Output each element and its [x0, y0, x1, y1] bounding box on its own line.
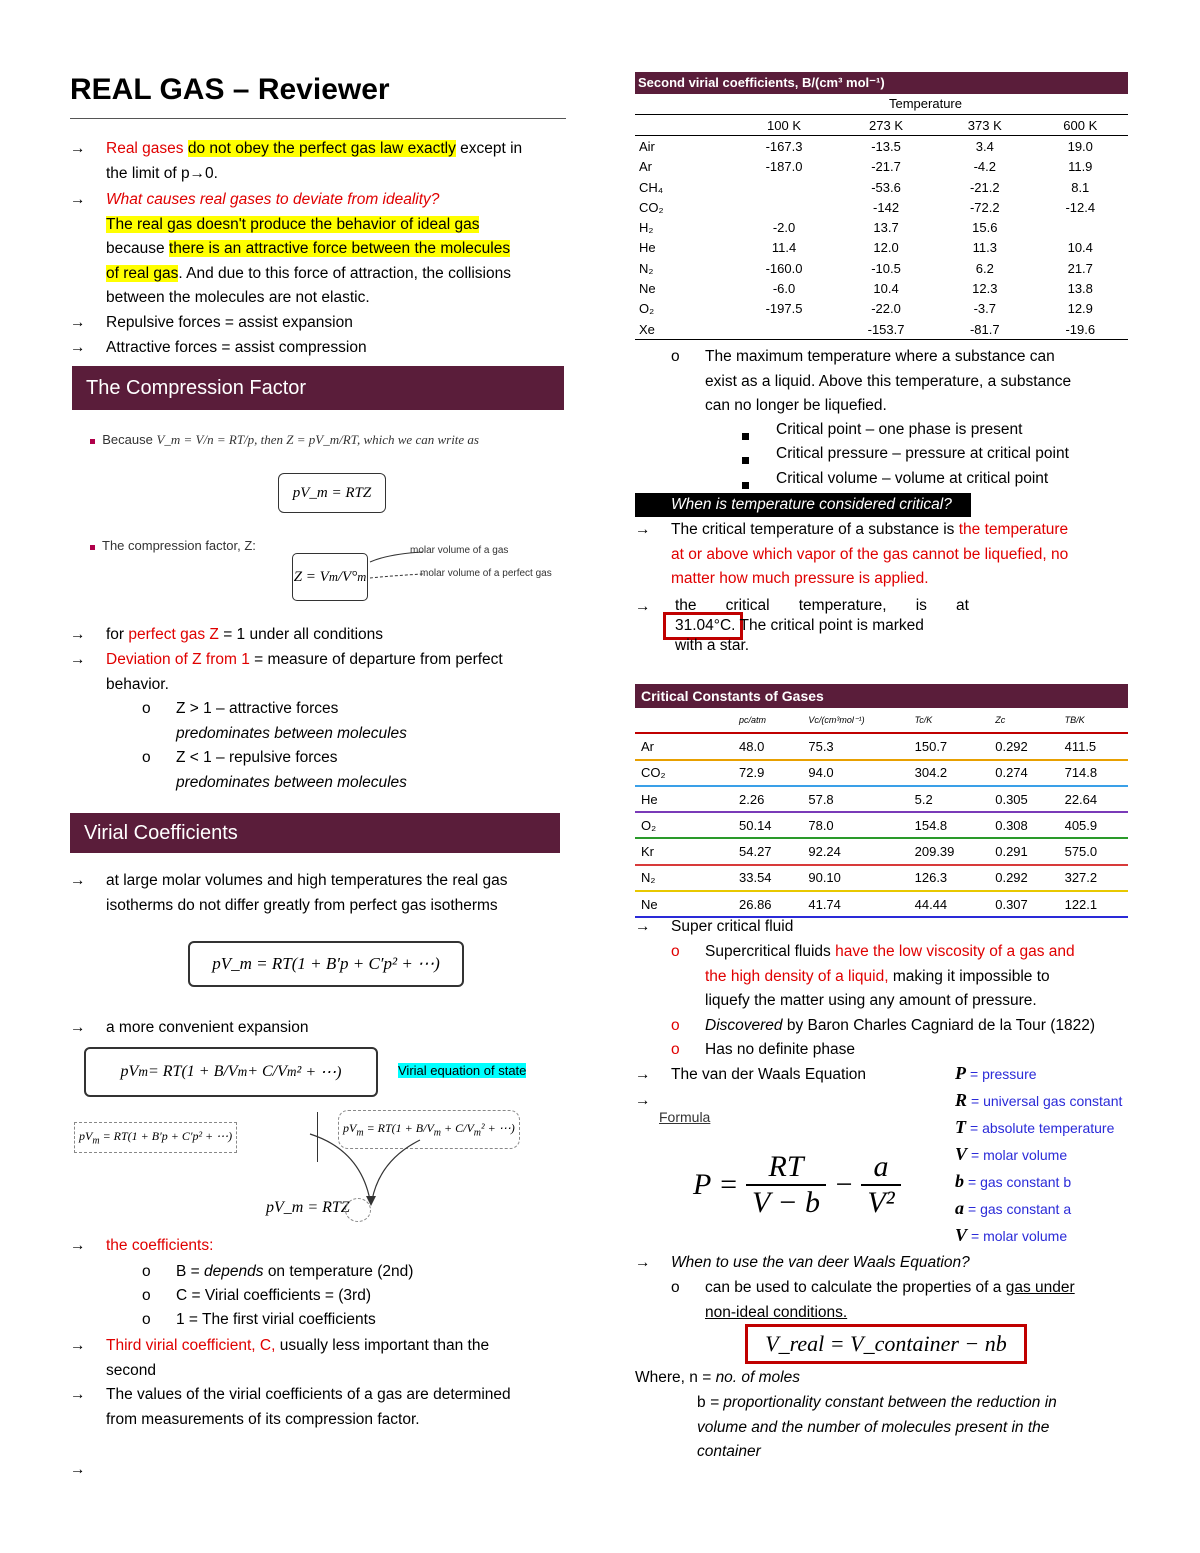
table-cell: 122.1 [1064, 896, 1098, 912]
arrow-bullet: → [635, 1254, 651, 1271]
arrow-bullet: → [70, 1237, 86, 1254]
legend-desc: = molar volume [971, 1227, 1068, 1244]
table-cell: 19.0 [1067, 138, 1093, 154]
bullet-real-gases: Real gases do not obey the perfect gas law exactly except in the limit of p→0. [106, 140, 523, 182]
table-row [635, 786, 1128, 812]
table-cell: -10.5 [871, 260, 901, 276]
legend-item [955, 1141, 1135, 1168]
table-cell: 50.14 [739, 817, 772, 833]
legend-item [955, 1222, 1135, 1249]
molar-volume-label: molar volume of a gas [410, 545, 509, 556]
constants-table [635, 708, 1128, 918]
square-bullet [742, 457, 749, 464]
legend-desc: = universal gas constant [971, 1092, 1123, 1109]
coef-c: C = Virial coefficients = (3rd) [176, 1287, 371, 1304]
table-row [635, 299, 1128, 319]
table-cell: CO₂ [639, 199, 664, 215]
table-cell: 26.86 [739, 896, 772, 912]
bullet-coefficients: the coefficients: [106, 1237, 214, 1254]
co2-star-note: with a star. [675, 637, 750, 654]
molar-volume-perfect-label: molar volume of a perfect gas [420, 568, 552, 579]
coef-b: B = depends on temperature (2nd) [176, 1263, 414, 1280]
table-header-cell: Tc/K [914, 715, 933, 726]
table-header-cell [635, 708, 733, 733]
table-header-cell [635, 115, 733, 136]
z-circle [345, 1198, 371, 1222]
vdw-legend [955, 1060, 1135, 1249]
table-cell: 94.0 [808, 765, 834, 781]
max-temp-text: The maximum temperature where a substance can exist as a liquid. Above this temperature, a substance can no longer be liquefied. [705, 348, 1072, 414]
arrow-bullet: → [70, 626, 86, 643]
table-header-cell: 100 K [767, 117, 801, 133]
table-cell: 75.3 [808, 738, 834, 754]
virial-table-title: Second virial coefficients, B/(cm³ mol⁻¹) [635, 72, 1128, 94]
sub-bullet-z-gt: o [142, 700, 151, 717]
arrow-bullet: → [635, 1066, 651, 1083]
compression-factor-label: The compression factor, Z: [90, 538, 256, 553]
table-cell: 72.9 [739, 765, 765, 781]
table-cell: 327.2 [1064, 870, 1098, 886]
table-cell: Ar [639, 159, 652, 175]
table-cell: 0.274 [995, 765, 1028, 781]
table-row [635, 838, 1128, 864]
table-row [635, 891, 1128, 917]
table-cell: 92.24 [808, 844, 841, 860]
table-cell: 41.74 [808, 896, 841, 912]
scf-phase: Has no definite phase [705, 1041, 855, 1058]
where-n: Where, n = no. of moles [635, 1369, 800, 1386]
table-cell: Ar [641, 738, 654, 754]
table-row [635, 760, 1128, 786]
arrow-bullet: → [70, 1337, 86, 1354]
sub-bullet-marker: o [142, 1287, 151, 1304]
table-row [635, 157, 1128, 177]
z-greater-text: Z > 1 – attractive forces predominates between molecules [176, 700, 407, 742]
table-cell: -3.7 [973, 301, 996, 317]
table-row [635, 865, 1128, 891]
table-cell: 304.2 [914, 765, 948, 781]
sub-bullet-marker: o [671, 348, 680, 365]
legend-symbol: b [955, 1171, 964, 1191]
table-cell: 13.8 [1067, 281, 1093, 297]
table-cell: 15.6 [972, 220, 998, 236]
arrow-bullet: → [70, 314, 86, 331]
arrow-bullet: → [635, 521, 651, 538]
arrow-bullet: → [70, 191, 86, 208]
sub-bullet-marker: o [142, 1311, 151, 1328]
table-cell: -12.4 [1065, 199, 1096, 215]
table-cell: 8.1 [1071, 179, 1090, 195]
arrow-bullet: → [635, 598, 651, 615]
table-row [635, 258, 1128, 278]
table-cell: 209.39 [914, 844, 955, 860]
table-cell: -6.0 [772, 281, 796, 297]
table-cell: 150.7 [914, 738, 948, 754]
table-cell: 0.292 [995, 870, 1028, 886]
when-question: When to use the van deer Waals Equation? [671, 1254, 970, 1271]
table-cell [733, 319, 835, 340]
square-bullet [742, 482, 749, 489]
table-cell: O₂ [641, 817, 657, 833]
legend-symbol: V [955, 1225, 968, 1245]
table-row [635, 812, 1128, 838]
table-cell: N₂ [641, 870, 656, 886]
sub-bullet-z-lt: o [142, 749, 151, 766]
table-cell: 13.7 [873, 220, 899, 236]
legend-symbol: P [955, 1063, 966, 1083]
arrow-bullet: → [70, 1461, 86, 1478]
bullet-perfect-gas-z: for perfect gas Z = 1 under all conditions [106, 626, 384, 643]
table-header-cell: TB/K [1064, 715, 1085, 726]
legend-desc: = gas constant a [968, 1200, 1072, 1217]
scf-discovered: Discovered by Baron Charles Cagniard de la Tour (1822) [705, 1017, 1096, 1034]
table-cell: He [641, 791, 658, 807]
table-cell: Xe [639, 321, 655, 337]
scf-desc: Supercritical fluids have the low viscosity of a gas and the high density of a liquid, making it impossible to liquefy the matter using any amount of pressure. [705, 943, 1075, 1009]
table-cell: 33.54 [739, 870, 772, 886]
table-row [635, 177, 1128, 197]
vdw-heading: The van der Waals Equation [671, 1066, 867, 1083]
equation-pvm-rtz: pV_m = RTZ [278, 473, 386, 513]
table-cell: -21.2 [969, 179, 1000, 195]
table-row [635, 733, 1128, 759]
bullet-deviation-z: Deviation of Z from 1 = measure of departure from perfect behavior. [106, 651, 503, 693]
vreal-equation: V_real = V_container − nb [745, 1324, 1027, 1364]
page-title: REAL GAS – Reviewer [70, 73, 390, 106]
bullet-repulsive: Repulsive forces = assist expansion [106, 314, 353, 331]
table-cell: CH₄ [639, 179, 664, 195]
arrow-bullet: → [70, 651, 86, 668]
virial-table-group: Temperature [889, 96, 962, 111]
bullet-large-molar: at large molar volumes and high temperatures the real gas isotherms do not differ greatly from perfect gas isotherms [106, 872, 508, 914]
table-cell: 405.9 [1064, 817, 1098, 833]
legend-desc: = pressure [970, 1065, 1037, 1082]
table-cell: 714.8 [1064, 765, 1098, 781]
table-row [635, 217, 1128, 237]
table-cell: 6.2 [975, 260, 994, 276]
table-cell: 48.0 [739, 738, 765, 754]
critical-answer: The critical temperature of a substance is the temperature at or above which vapor of the gas cannot be liquefied, no matter how much pressure is applied. [671, 521, 1069, 587]
virial-table [635, 114, 1128, 340]
table-row [635, 136, 1128, 157]
table-cell: -187.0 [765, 159, 803, 175]
title-divider [70, 118, 566, 119]
table-cell: 22.64 [1064, 791, 1098, 807]
table-cell: 0.291 [995, 844, 1028, 860]
table-cell: 90.10 [808, 870, 841, 886]
table-row [635, 197, 1128, 217]
legend-item [955, 1168, 1135, 1195]
table-cell: O₂ [639, 301, 655, 317]
table-cell: -53.6 [871, 179, 901, 195]
table-cell: 11.4 [771, 240, 797, 256]
table-cell: -13.5 [871, 138, 901, 154]
bullet-values-virial: The values of the virial coefficients of a gas are determined from measurements of its compression factor. [106, 1386, 511, 1428]
table-cell: -4.2 [973, 159, 996, 175]
table-cell: CO₂ [641, 765, 666, 781]
sub-bullet-marker: o [671, 943, 680, 960]
arrow-bullet: → [635, 1092, 651, 1109]
table-cell: Kr [641, 844, 654, 860]
bullet-convenient: a more convenient expansion [106, 1019, 309, 1036]
legend-item [955, 1114, 1135, 1141]
table-cell: 5.2 [914, 791, 933, 807]
table-cell [733, 197, 835, 217]
table-row [635, 238, 1128, 258]
table-header-cell: 600 K [1063, 117, 1098, 133]
when-answer: can be used to calculate the properties of a gas under non-ideal conditions. [705, 1279, 1075, 1321]
virial-state-label: Virial equation of state [398, 1063, 527, 1078]
critical-pressure: Critical pressure – pressure at critical point [776, 445, 1069, 462]
sub-bullet-marker: o [671, 1279, 680, 1296]
bullet-deviation-question: What causes real gases to deviate from ideality? The real gas doesn't produce the behavior of ideal gas because there is an attractive force between the molecules of real gas. And due to this force of attraction, the collisions between the molecules are not elastic. [106, 191, 511, 306]
table-cell: 0.307 [995, 896, 1028, 912]
constants-table-title: Critical Constants of Gases [635, 684, 1128, 708]
table-cell: H₂ [639, 220, 654, 236]
critical-question-banner: When is temperature considered critical? [635, 493, 971, 517]
legend-symbol: T [955, 1117, 966, 1137]
table-cell: 154.8 [914, 817, 948, 833]
supercritical-fluid: Super critical fluid [671, 918, 794, 935]
table-cell: 44.44 [914, 896, 948, 912]
table-row [635, 319, 1128, 340]
critical-volume: Critical volume – volume at critical point [776, 470, 1049, 487]
table-cell: -2.0 [772, 220, 796, 236]
table-cell: Ne [641, 896, 658, 912]
z-less-text: Z < 1 – repulsive forces predominates between molecules [176, 749, 407, 791]
table-cell: 12.9 [1067, 301, 1093, 317]
virial-v-dashed: $pV_m = RT(1 + B/V_m + C/V_m^2$ + ⋯) [338, 1110, 520, 1149]
table-header-cell: pc/atm [739, 715, 767, 726]
bullet-attractive: Attractive forces = assist compression [106, 339, 367, 356]
legend-item [955, 1060, 1135, 1087]
table-header-cell: 373 K [967, 117, 1002, 133]
table-cell: Air [639, 138, 655, 154]
table-cell: -22.0 [871, 301, 901, 317]
table-cell: -167.3 [765, 138, 803, 154]
table-cell: 2.26 [739, 791, 765, 807]
table-cell: 12.0 [873, 240, 899, 256]
table-cell [1033, 217, 1128, 237]
co2-critical-line1: the critical temperature, is at [675, 597, 969, 614]
table-cell: -197.5 [765, 301, 803, 317]
legend-symbol: R [955, 1090, 968, 1110]
table-cell: 0.305 [995, 791, 1028, 807]
table-cell: 3.4 [975, 138, 994, 154]
arrow-bullet: → [635, 918, 651, 935]
table-cell: 11.9 [1068, 159, 1093, 175]
virial-equation-p: pV_m = RT(1 + B′p + C′p² + ⋯) [188, 941, 464, 987]
table-cell: 0.292 [995, 738, 1028, 754]
where-b: b = proportionality constant between the reduction in volume and the number of molecules present in the container [697, 1394, 1057, 1460]
table-cell: N₂ [639, 260, 654, 276]
compression-because: Because V_m = V/n = RT/p, then Z = pV_m/RT, which we can write as [90, 432, 479, 448]
table-header-cell: 273 K [869, 117, 904, 133]
formula-link[interactable]: Formula [659, 1109, 711, 1125]
table-cell: -81.7 [969, 321, 1000, 337]
legend-desc: = molar volume [971, 1146, 1068, 1163]
table-cell: -19.6 [1065, 321, 1096, 337]
arrow-bullet: → [70, 140, 86, 157]
table-cell: He [639, 240, 656, 256]
table-cell: 54.27 [739, 844, 772, 860]
legend-desc: = absolute temperature [970, 1119, 1115, 1136]
co2-temp: 31.04°C. The critical point is marked [675, 617, 924, 634]
table-cell: -153.7 [867, 321, 905, 337]
bullet-third-virial: Third virial coefficient, C, usually less important than the second [106, 1337, 490, 1379]
table-cell: 126.3 [914, 870, 948, 886]
legend-item [955, 1195, 1135, 1222]
square-bullet [742, 433, 749, 440]
arrow-bullet: → [70, 1019, 86, 1036]
table-cell: -142 [873, 199, 900, 215]
coef-1: 1 = The first virial coefficients [176, 1311, 376, 1328]
legend-symbol: a [955, 1198, 964, 1218]
sub-bullet-marker: o [142, 1263, 151, 1280]
table-row [635, 278, 1128, 298]
table-cell: 0.308 [995, 817, 1028, 833]
table-cell: -21.7 [871, 159, 901, 175]
table-cell: -72.2 [969, 199, 1000, 215]
table-cell: 21.7 [1067, 260, 1093, 276]
legend-desc: = gas constant b [968, 1173, 1072, 1190]
virial-equation-v: pV m = RT(1 + B/V m + C/V m ² + ⋯) [84, 1047, 378, 1097]
table-cell: 411.5 [1064, 738, 1097, 754]
arrow-bullet: → [70, 872, 86, 889]
arrow-bullet: → [70, 1386, 86, 1403]
virial-p-dashed: $pV_m = RT(1 + B'p + C'p^2$ + ⋯) [74, 1122, 237, 1153]
table-cell: 12.3 [972, 281, 998, 297]
table-cell [733, 177, 835, 197]
legend-item [955, 1087, 1135, 1114]
table-cell: 57.8 [808, 791, 834, 807]
table-cell: 11.3 [972, 240, 997, 256]
virial-combined: pV_m = RTZ [266, 1199, 350, 1216]
section-banner-virial: Virial Coefficients [70, 813, 560, 853]
table-cell: 10.4 [873, 281, 899, 297]
sub-bullet-marker: o [671, 1041, 680, 1058]
virial-merge-arrows [300, 1130, 440, 1210]
table-header-cell: Vc/(cm³mol⁻¹) [808, 714, 865, 725]
vdw-equation: P = $\frac{RT}{V - b}$ − $\frac{a}{\text{V²}}$ [693, 1150, 901, 1220]
critical-point: Critical point – one phase is present [776, 421, 1023, 438]
arrow-bullet: → [70, 339, 86, 356]
legend-symbol: V [955, 1144, 968, 1164]
sub-bullet-marker: o [671, 1017, 680, 1034]
table-cell: 575.0 [1064, 844, 1098, 860]
table-cell: 78.0 [808, 817, 834, 833]
z-fraction-box: Z = V m /V° m [292, 553, 368, 601]
table-cell: 10.4 [1067, 240, 1093, 256]
table-header-cell: Zc [995, 715, 1006, 726]
table-cell: Ne [639, 281, 656, 297]
section-banner-compression: The Compression Factor [72, 366, 564, 410]
table-cell: -160.0 [765, 260, 803, 276]
